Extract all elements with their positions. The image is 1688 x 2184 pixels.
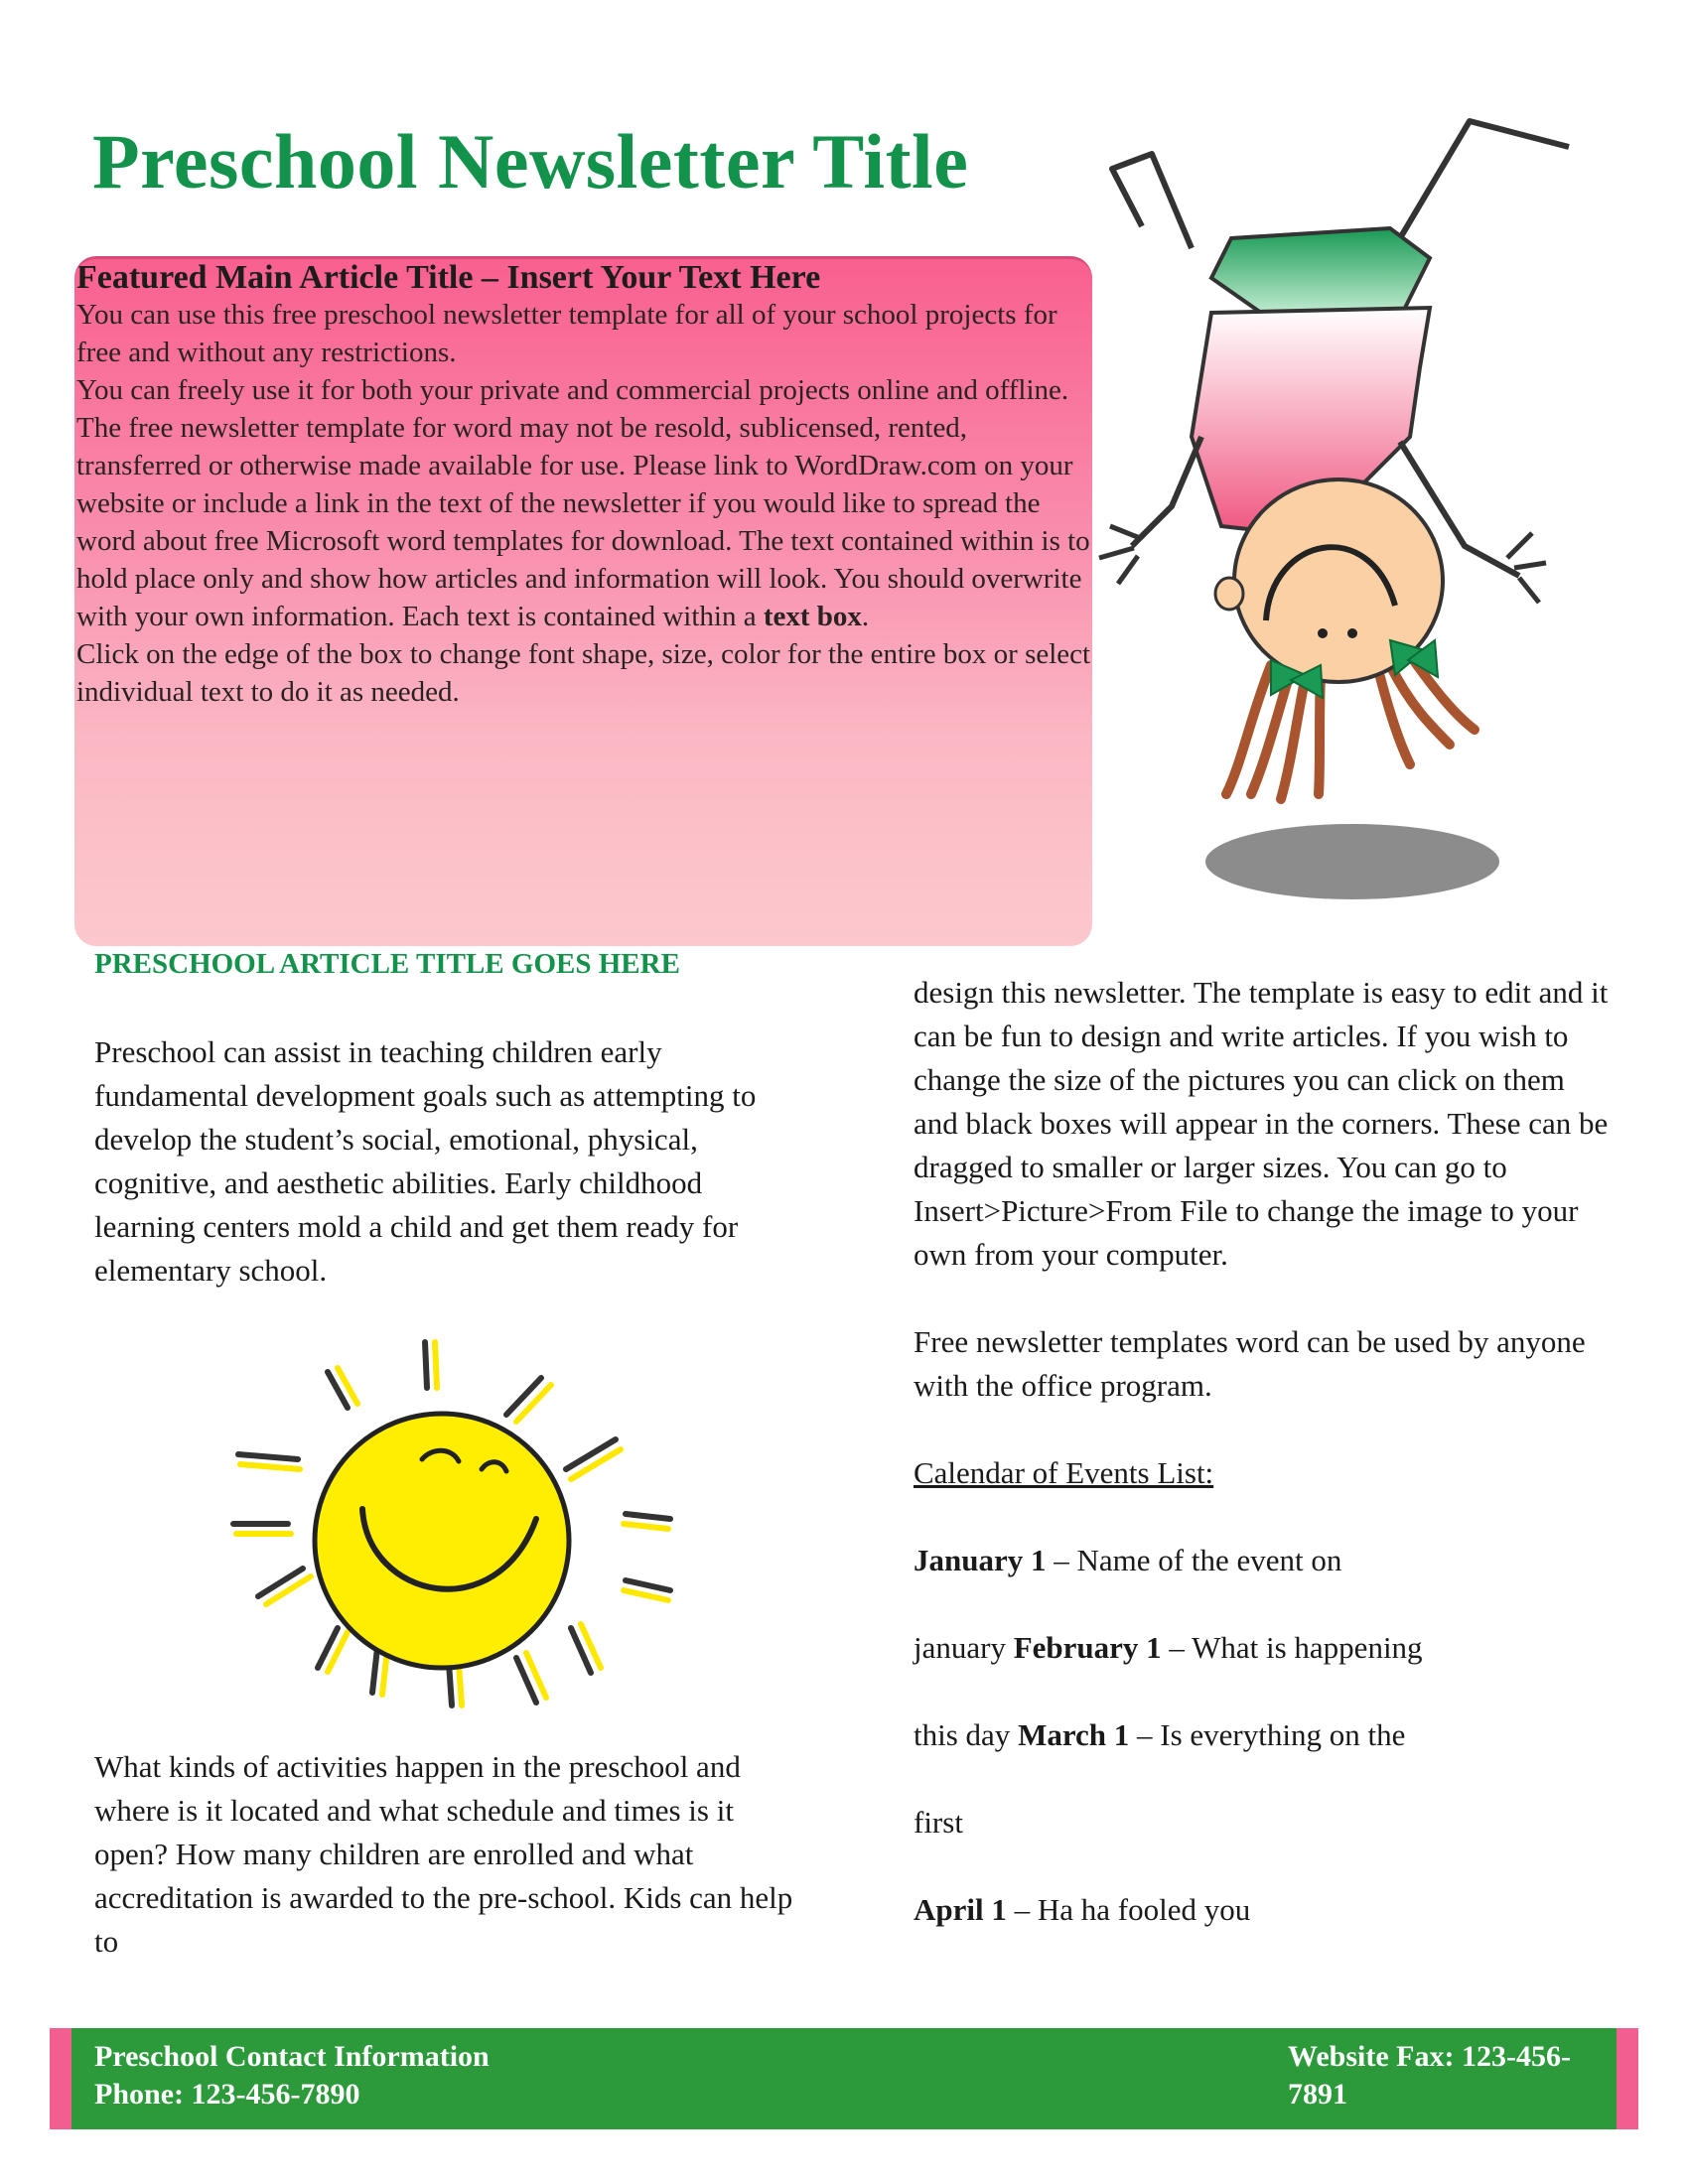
- right-column: [914, 971, 1609, 1976]
- article-paragraph: What kinds of activities happen in the preschool and where is it located and what schedule and times is it open? How many children are enrolled and what accreditation is awarded to the pre-school. Kids can help to: [94, 1749, 793, 1959]
- footer-phone: Phone: 123-456-7890: [94, 2078, 360, 2111]
- footer-website-fax: Website Fax: 123-456-7891: [1288, 2040, 1571, 2111]
- calendar-event: [914, 1539, 1609, 1582]
- calendar-heading: Calendar of Events List:: [914, 1455, 1214, 1490]
- calendar-event: [914, 1888, 1609, 1932]
- featured-article-box[interactable]: [74, 256, 1092, 946]
- event-date: March 1: [1018, 1717, 1130, 1752]
- upside-down-child-illustration[interactable]: [1092, 109, 1589, 903]
- event-text: – Name of the event on: [1046, 1543, 1342, 1577]
- calendar-event-continuation: first: [914, 1805, 963, 1840]
- featured-paragraph: [74, 371, 1092, 635]
- event-text: – Is everything on the: [1129, 1717, 1406, 1752]
- event-date: February 1: [1013, 1630, 1162, 1665]
- newsletter-title: Preschool Newsletter Title: [92, 118, 969, 205]
- article-paragraph: Free newsletter templates word can be used by anyone with the office program.: [914, 1324, 1586, 1403]
- event-text: january: [914, 1630, 1014, 1665]
- footer-contact-heading: Preschool Contact Information: [94, 2040, 490, 2073]
- event-date: January 1: [914, 1543, 1047, 1577]
- calendar-event: [914, 1626, 1609, 1670]
- smiling-sun-illustration[interactable]: [199, 1330, 695, 1747]
- calendar-event: [914, 1713, 1609, 1757]
- article-paragraph: Preschool can assist in teaching children early fundamental development goals such as attempting to develop the student’s social, emotional, physical, cognitive, and aesthetic abilities. Early childhood learning centers mold a child and get them ready for elementary school.: [94, 1034, 757, 1288]
- article-paragraph: design this newsletter. The template is easy to edit and it can be fun to design and write articles. If you wish to change the size of the pictures you can click on them and black boxes will appear in the corners. These can be dragged to smaller or larger sizes. You can go to Insert>Picture>From File to change the image to your own from your computer.: [914, 975, 1609, 1272]
- event-date: April 1: [914, 1892, 1007, 1927]
- featured-paragraph: Click on the edge of the box to change font shape, size, color for the entire box or select individual text to do it as needed.: [76, 638, 1091, 709]
- featured-article-title: Featured Main Article Title – Insert Your Text Here: [76, 259, 821, 296]
- event-text: – What is happening: [1161, 1630, 1423, 1665]
- contact-footer: [50, 2028, 1638, 2129]
- event-text: this day: [914, 1717, 1019, 1752]
- featured-text: .: [861, 601, 870, 633]
- article-title: PRESCHOOL ARTICLE TITLE GOES HERE: [94, 948, 680, 980]
- featured-text: You can freely use it for both your private and commercial projects online and offline. The free newsletter template for word may not be resold, sublicensed, rented, transferred or otherwise made available for use. Please link to WordDraw.com on your website or include a link in the text of the newsletter if you would like to spread the word about free Microsoft word templates for download. The text contained within is to hold place only and show how articles and information will look. You should overwrite with your own information. Each text is contained within a: [76, 374, 1090, 633]
- featured-bold-text: text box: [763, 601, 862, 633]
- footer-contact-block: [94, 2038, 490, 2114]
- featured-paragraph: You can use this free preschool newsletter template for all of your school projects for free and without any restrictions.: [76, 299, 1057, 369]
- event-text: – Ha ha fooled you: [1006, 1892, 1251, 1927]
